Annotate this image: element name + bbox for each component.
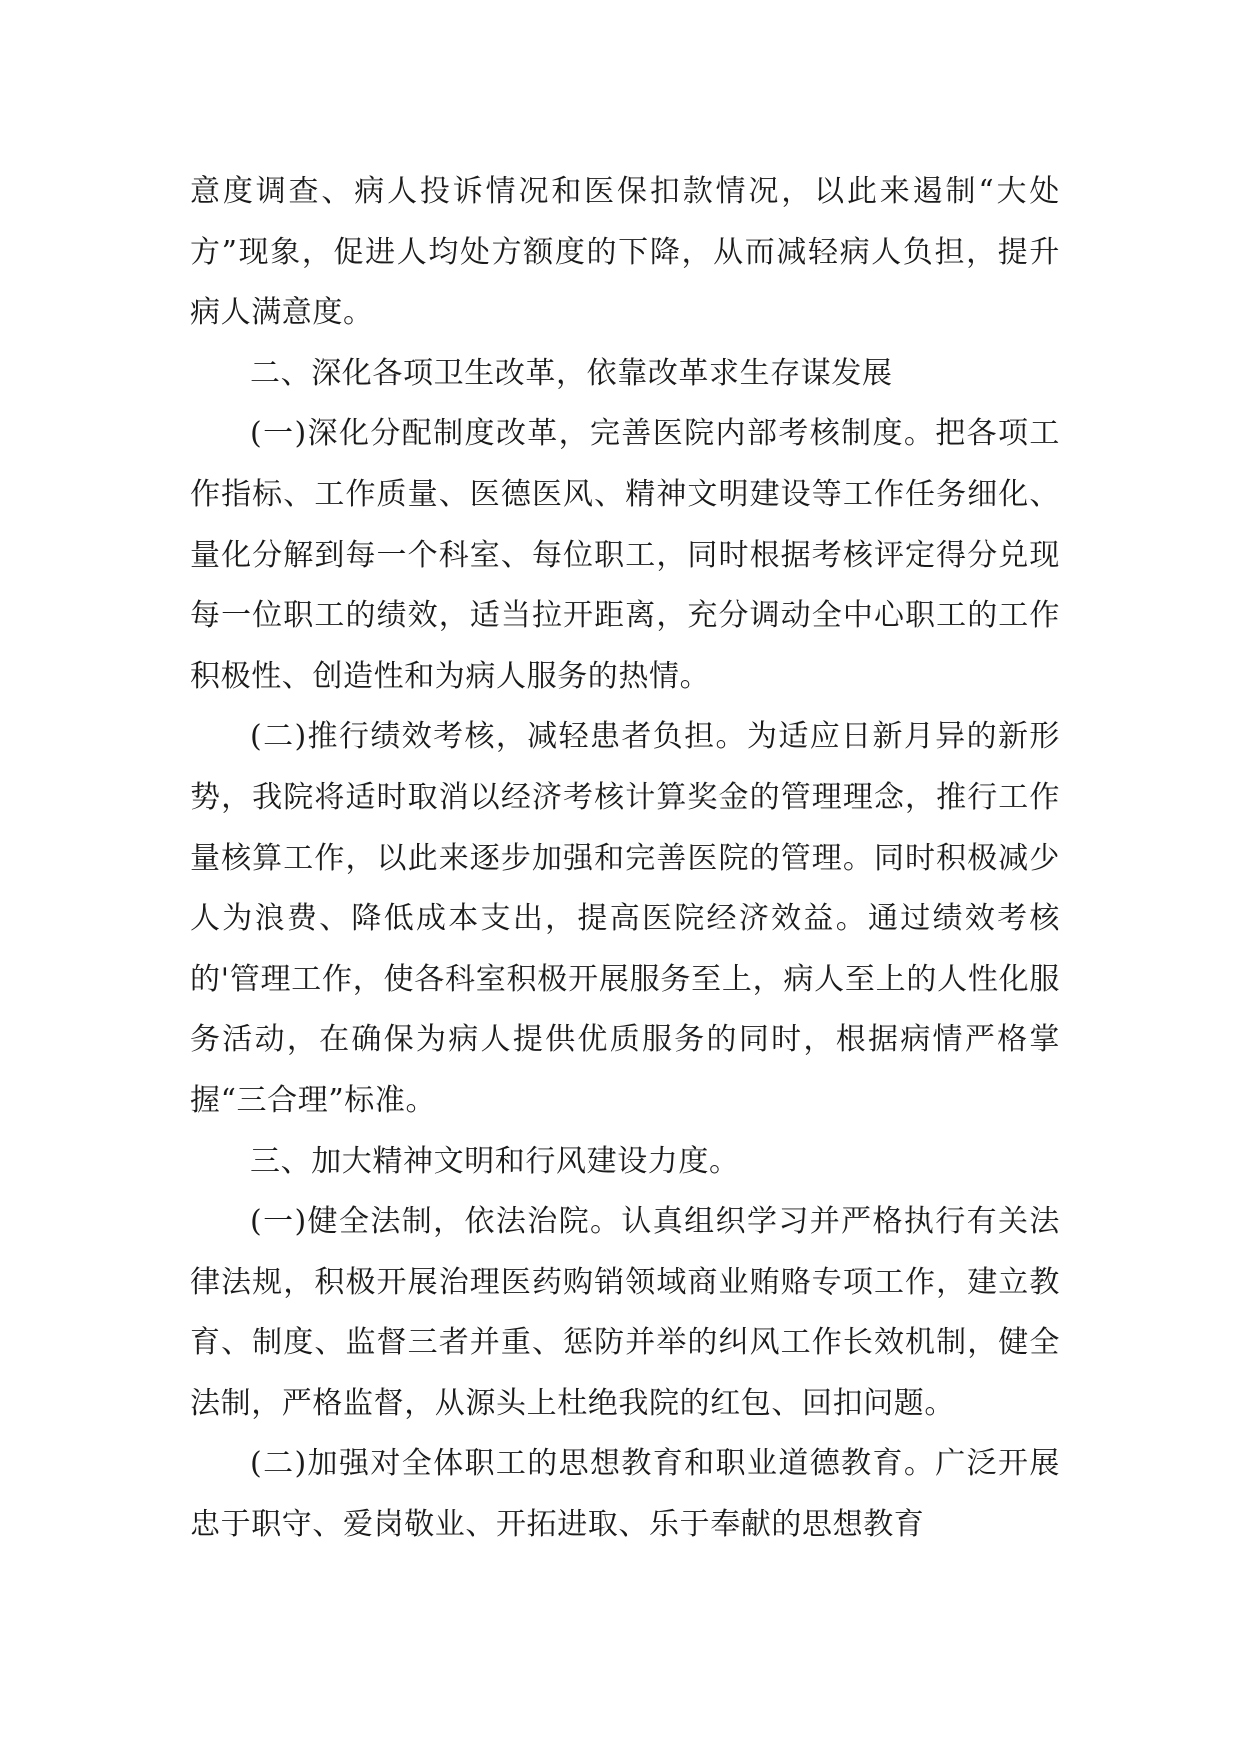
paragraph-2-2: (二)推行绩效考核，减轻患者负担。为适应日新月异的新形势，我院将适时取消以经济考核计算奖金的管理理念，推行工作量核算工作，以此来逐步加强和完善医院的管理。同时积极减少人为浪费、降低成本支出，提高医院经济效益。通过绩效考核的'管理工作，使各科室积极开展服务至上，病人至上的人性化服务活动，在确保为病人提供优质服务的同时，根据病情严格掌握“三合理”标准。 — [190, 719, 1060, 1118]
paragraph-3-1: (一)健全法制，依法治院。认真组织学习并严格执行有关法律法规，积极开展治理医药购销领域商业贿赂专项工作，建立教育、制度、监督三者并重、惩防并举的纠风工作长效机制，健全法制，严格监督，从源头上杜绝我院的红包、回扣问题。 — [190, 1204, 1060, 1421]
paragraph-continuation: 意度调查、病人投诉情况和医保扣款情况，以此来遏制“大处方”现象，促进人均处方额度的下降，从而减轻病人负担，提升病人满意度。 — [190, 174, 1060, 331]
document-body — [190, 162, 1060, 1556]
paragraph-2-1: (一)深化分配制度改革，完善医院内部考核制度。把各项工作指标、工作质量、医德医风、精神文明建设等工作任务细化、量化分解到每一个科室、每位职工，同时根据考核评定得分兑现每一位职工的绩效，适当拉开距离，充分调动全中心职工的工作积极性、创造性和为病人服务的热情。 — [190, 416, 1060, 694]
section-heading-2: 二、深化各项卫生改革，依靠改革求生存谋发展 — [250, 355, 893, 391]
section-heading-3: 三、加大精神文明和行风建设力度。 — [250, 1143, 740, 1179]
paragraph-3-2: (二)加强对全体职工的思想教育和职业道德教育。广泛开展忠于职守、爱岗敬业、开拓进取、乐于奉献的思想教育 — [190, 1446, 1060, 1543]
